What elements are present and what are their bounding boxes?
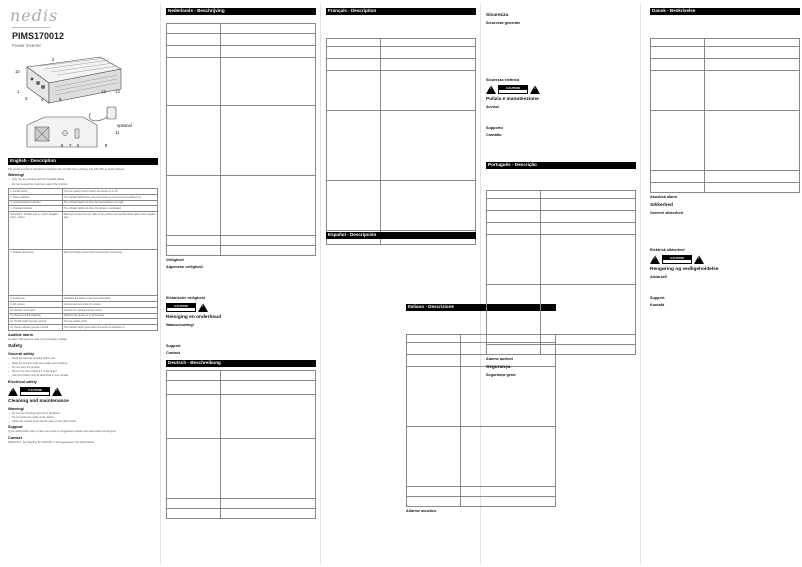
- table-key: 3. Overtemperature indicator: [9, 200, 63, 206]
- support-title: Supporto: [486, 126, 503, 130]
- warning-triangle-icon: [52, 387, 62, 396]
- table-value: Turn the switch on/off.: [62, 319, 157, 325]
- safety-title: Safety: [8, 344, 23, 350]
- diagram-label-11: 11: [115, 130, 120, 135]
- caution-graphic: [166, 303, 316, 312]
- parts-table: [166, 370, 316, 519]
- table-value: Connect the optional remote control.: [62, 307, 157, 313]
- electrical-safety-title: Electrical safety: [8, 379, 37, 384]
- logo-divider: [12, 27, 50, 28]
- body-text: [650, 280, 800, 294]
- diagram-label-12: 12: [101, 89, 106, 94]
- table-value: The indicator lights red when the temperature is too high.: [62, 200, 157, 206]
- cleaning-title: Reiniging en onderhoud: [166, 315, 222, 321]
- table-row: [9, 250, 158, 296]
- audible-alarm-text: An alarm will sound in case of a low battery voltage.: [8, 337, 68, 341]
- table-key: 12. On/Off switch (remote control): [9, 319, 63, 325]
- cleaning-warning-title: Waarschuwing!: [166, 323, 194, 328]
- cleaning-warning-title: Advarsel!: [650, 275, 668, 279]
- caution-label: CAUTION: [167, 304, 195, 308]
- caution-graphic: [486, 85, 636, 94]
- section-header-portugues: Português - Descrição: [486, 162, 636, 169]
- table-key: 9. AC outputs: [9, 302, 63, 308]
- general-safety-title: Sicurezza generale: [486, 21, 521, 25]
- diagram-label-2: 2: [52, 57, 55, 62]
- table-row: [9, 212, 158, 250]
- safety-title: Sicurezza: [486, 13, 509, 18]
- general-safety-title: Algemene veiligheid: [166, 265, 203, 270]
- intro-text: [326, 18, 476, 36]
- product-diagram: [5, 55, 153, 150]
- body-text: [650, 216, 800, 246]
- parts-table: [326, 38, 476, 245]
- table-key: Terminals 5. Positive pole (+, red) 6. Negative pole (-, black): [9, 212, 63, 250]
- intro-text: [486, 172, 636, 188]
- table-key: 11. Remote control (optional): [9, 313, 63, 319]
- support-title: Support: [166, 344, 181, 349]
- table-value: Connect devices to the AC outputs.: [62, 302, 157, 308]
- diagram-label-5: 5: [77, 143, 80, 148]
- safety-title: Veiligheid: [166, 258, 184, 263]
- table-value: Turn the switch on/off to switch the device on or off.: [62, 189, 157, 195]
- diagram-label-9: 9: [59, 97, 62, 102]
- electrical-safety-title: Elektrische veiligheid: [166, 296, 205, 301]
- warning-triangle-icon: [486, 85, 496, 94]
- audible-alarm-title: Alarme audível: [486, 357, 514, 361]
- cleaning-title: Cleaning and maintenance: [8, 398, 69, 404]
- table-value: Ventilates the device to prevent overheating.: [62, 296, 157, 302]
- product-type: Power inverter: [12, 43, 42, 48]
- caution-label: CAUTION: [663, 256, 691, 260]
- section-portugues: [486, 160, 636, 378]
- warning-triangle-icon: [694, 255, 704, 264]
- intro-text: [650, 18, 800, 36]
- body-text: [486, 110, 636, 124]
- caution-graphic: [650, 255, 800, 264]
- section-header-deutsch: Deutsch - Beschreibung: [166, 360, 316, 367]
- table-key: 10. Remote control port: [9, 307, 63, 313]
- intro-text: [166, 18, 316, 21]
- contact-title: Contact: [166, 351, 181, 356]
- section-header-nederlands: Nederlands - Beschrijving: [166, 8, 316, 15]
- audible-alarm-title: Akustisk alarm: [650, 195, 678, 199]
- cleaning-item: – Do not clean the inside of the device.: [8, 416, 158, 419]
- audible-alarm-title: Audible alarm: [8, 332, 34, 337]
- safety-item: – Do not open the product.: [8, 366, 158, 369]
- caution-box: [20, 387, 50, 396]
- table-value: Warning! Connect the red cable to the positive pole and the black cable to the negative pole.: [62, 212, 157, 250]
- general-safety-title: General safety: [8, 352, 35, 357]
- caution-box: [498, 85, 528, 94]
- section-header-espanol: Español - Descripción: [326, 232, 476, 239]
- caution-label: CAUTION: [21, 388, 49, 392]
- section-francais: [326, 6, 476, 247]
- column-divider: [640, 4, 641, 564]
- table-key: 8. Cooling fan: [9, 296, 63, 302]
- table-value: Switches the device on or off remotely.: [62, 313, 157, 319]
- column-divider: [320, 4, 321, 564]
- parts-table: [166, 23, 316, 256]
- table-value: The indicator lights red when the device is overloaded.: [62, 206, 157, 212]
- cleaning-title: Pulizia e manutenzione: [486, 97, 539, 102]
- section-header-italiano: Italiano - Descrizione: [406, 304, 556, 311]
- warning-item: – Do not exceed the maximum load of the product.: [8, 183, 158, 186]
- table-value: Warning! Always ground the inverter before connecting.: [62, 250, 157, 296]
- section-english: [8, 156, 158, 446]
- warning-item: – Only use the product with the included cables.: [8, 178, 158, 181]
- body-text: [166, 328, 316, 342]
- caution-box: [166, 303, 196, 312]
- contact-title: Kontakt: [650, 303, 665, 307]
- safety-title: Sikkerhed: [650, 203, 673, 208]
- table-value: The indicator lights green when the device is connected and switched on.: [62, 194, 157, 200]
- diagram-label-7: 7: [69, 143, 72, 148]
- support-title: Support: [650, 296, 665, 300]
- electrical-safety-title: Elektrisk sikkerhed: [650, 248, 685, 252]
- parts-table: [486, 190, 636, 355]
- warning-triangle-icon: [650, 255, 660, 264]
- safety-title: Segurança: [486, 365, 511, 370]
- product-sku: PIMS170012: [12, 31, 65, 41]
- section-italiano-safety: [486, 10, 636, 138]
- diagram-label-10: 10: [15, 69, 20, 74]
- diagram-label-4: 4: [41, 97, 44, 102]
- section-header-dansk: Dansk - Beskrivelse: [650, 8, 800, 15]
- contact-text: NEDIS B.V., De Tweeling 28, 5215 MC 's-Hertogenbosch, The Netherlands: [8, 440, 95, 444]
- cleaning-item: – Do not use cleaning solvents or abrasives.: [8, 412, 158, 415]
- warning-triangle-icon: [198, 303, 208, 312]
- brand-logo: nedis: [10, 6, 59, 25]
- warning-triangle-icon: [530, 85, 540, 94]
- safety-item: – Read the manual carefully before use.: [8, 357, 158, 360]
- caution-graphic: [8, 387, 158, 396]
- table-key: 13. Power indicator (remote control): [9, 325, 63, 331]
- diagram-label-6: 6: [61, 143, 64, 148]
- diagram-label-13: 13: [115, 89, 120, 94]
- column-divider: [160, 4, 161, 564]
- table-key: 7. Chassis ground lug: [9, 250, 63, 296]
- warning-triangle-icon: [8, 387, 18, 396]
- general-safety-title: Segurança geral: [486, 373, 516, 377]
- table-key: 1. On/Off switch: [9, 189, 63, 195]
- safety-item: – Keep the product away from water and moisture.: [8, 362, 158, 365]
- section-dansk: [650, 6, 800, 308]
- contact-title: Contatto: [486, 133, 502, 137]
- safety-item: – Do not use the product if it is damaged.: [8, 370, 158, 373]
- intro-text: The power inverter is intended to transform the 12 VDC from a battery into 230 VAC to power devices.: [8, 168, 126, 171]
- section-nederlands: [166, 6, 316, 356]
- caution-box: [662, 255, 692, 264]
- diagram-label-8: 8: [105, 143, 108, 148]
- audible-alarm-title: Allarme acustico: [406, 509, 437, 513]
- contact-title: Contact: [8, 435, 23, 440]
- warning-title: Warning!: [8, 173, 25, 178]
- table-key: 2. Power indicator: [9, 194, 63, 200]
- table-key: 4. Overload indicator: [9, 206, 63, 212]
- section-header-english: English - Description: [8, 158, 158, 165]
- safety-item: – Use the product only as described in this manual.: [8, 374, 158, 377]
- cleaning-warning-title: Avviso!: [486, 105, 500, 109]
- body-text: [486, 26, 636, 76]
- diagram-label-3: 3: [25, 96, 28, 101]
- electrical-safety-title: Sicurezza elettrica: [486, 78, 520, 82]
- body-text: [166, 270, 316, 294]
- parts-table: [650, 38, 800, 193]
- optional-label: optional: [117, 123, 132, 128]
- cleaning-warning-title: Warning!: [8, 406, 25, 411]
- cleaning-title: Rengøring og vedligeholdelse: [650, 267, 719, 272]
- inverter-illustration-icon: [5, 55, 153, 150]
- section-deutsch: [166, 358, 316, 521]
- diagram-label-1: 1: [17, 89, 20, 94]
- table-row: [9, 325, 158, 331]
- table-value: The indicator lights green when the device is switched on.: [62, 325, 157, 331]
- support-text: If you need further help or have comments or suggestions please visit www.nedis.com/support: [8, 430, 116, 434]
- cleaning-item: – Clean the outside of the device using a soft, damp cloth.: [8, 420, 158, 423]
- parts-table: [8, 188, 158, 331]
- support-title: Support: [8, 425, 23, 430]
- section-espanol: [326, 230, 476, 242]
- general-safety-title: Generel sikkerhed: [650, 211, 683, 215]
- caution-label: CAUTION: [499, 86, 527, 90]
- section-header-francais: Français - Description: [326, 8, 476, 15]
